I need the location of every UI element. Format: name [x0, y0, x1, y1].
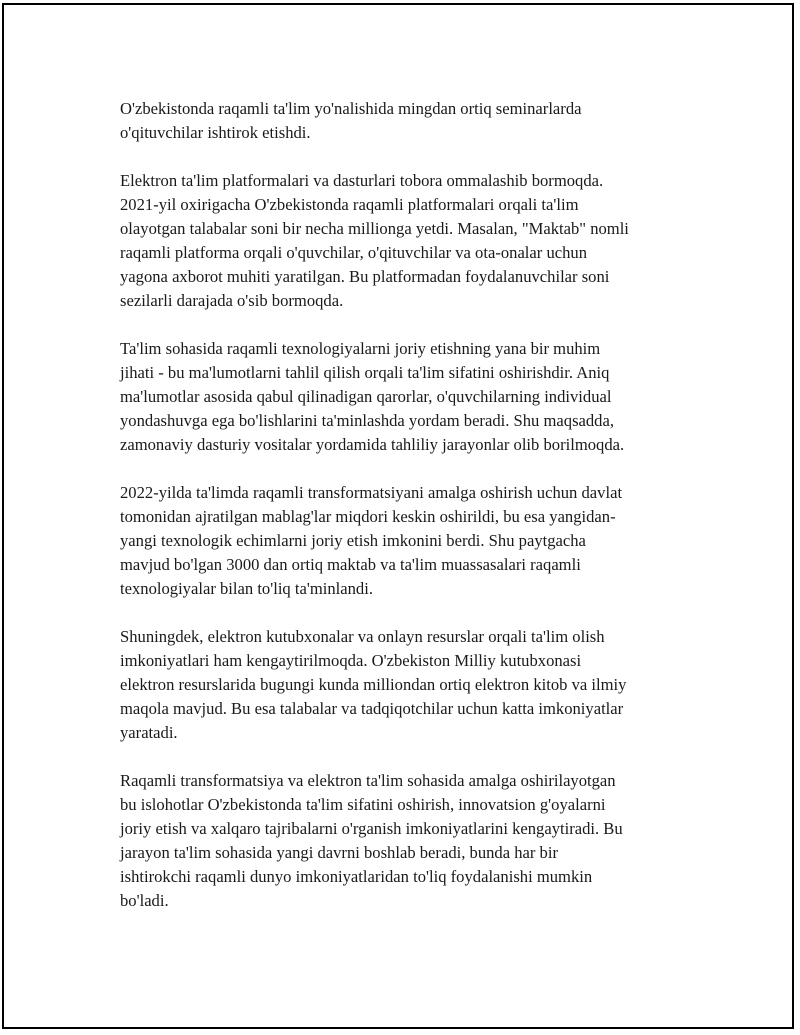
paragraph-6: Raqamli transformatsiya va elektron ta'lim sohasida amalga oshirilayotgan bu islohotlar O'zbekistonda ta'lim sifatini oshirish, innovatsion g'oyalarni joriy etish va xalqaro tajribalarni o'rganish imkoniyatlarini kengaytiradi. Bu jarayon ta'lim sohasida yangi davrni boshlab beradi, bunda har bir ishtirokchi raqamli dunyo imkoniyatlaridan to'liq foydalanishi mumkin bo'ladi. [120, 771, 623, 910]
paragraph-2: Elektron ta'lim platformalari va dasturlari tobora ommalashib bormoqda. 2021-yil oxirigacha O'zbekistonda raqamli platformalari orqali ta'lim olayotgan talabalar soni bir necha millionga yetdi. Masalan, "Maktab" nomli raqamli platforma orqali o'quvchilar, o'qituvchilar va ota-onalar uchun yagona axborot muhiti yaratilgan. Bu platformadan foydalanuvchilar soni sezilarli darajada o'sib bormoqda. [120, 171, 629, 310]
document-body [120, 97, 680, 913]
paragraph-5: Shuningdek, elektron kutubxonalar va onlayn resurslar orqali ta'lim olish imkoniyatlari ham kengaytirilmoqda. O'zbekiston Milliy kutubxonasi elektron resurslarida bugungi kunda milliondan ortiq elektron kitob va ilmiy maqola mavjud. Bu esa talabalar va tadqiqotchilar uchun katta imkoniyatlar yaratadi. [120, 627, 627, 742]
paragraph-1: O'zbekistonda raqamli ta'lim yo'nalishida mingdan ortiq seminarlarda o'qituvchilar ishtirok etishdi. [120, 99, 582, 142]
paragraph-3: Ta'lim sohasida raqamli texnologiyalarni joriy etishning yana bir muhim jihati - bu ma'lumotlarni tahlil qilish orqali ta'lim sifatini oshirishdir. Aniq ma'lumotlar asosida qabul qilinadigan qarorlar, o'quvchilarning individual yondashuvga ega bo'lishlarini ta'minlashda yordam beradi. Shu maqsadda, zamonaviy dasturiy vositalar yordamida tahliliy jarayonlar olib borilmoqda. [120, 339, 625, 454]
paragraph-4: 2022-yilda ta'limda raqamli transformatsiyani amalga oshirish uchun davlat tomonidan ajratilgan mablag'lar miqdori keskin oshirildi, bu esa yangidan- yangi texnologik echimlarni joriy etish imkonini berdi. Shu paytgacha mavjud bo'lgan 3000 dan ortiq maktab va ta'lim muassasalari raqamli texnologiyalar bilan to'liq ta'minlandi. [120, 483, 623, 598]
page-frame [2, 3, 794, 1029]
